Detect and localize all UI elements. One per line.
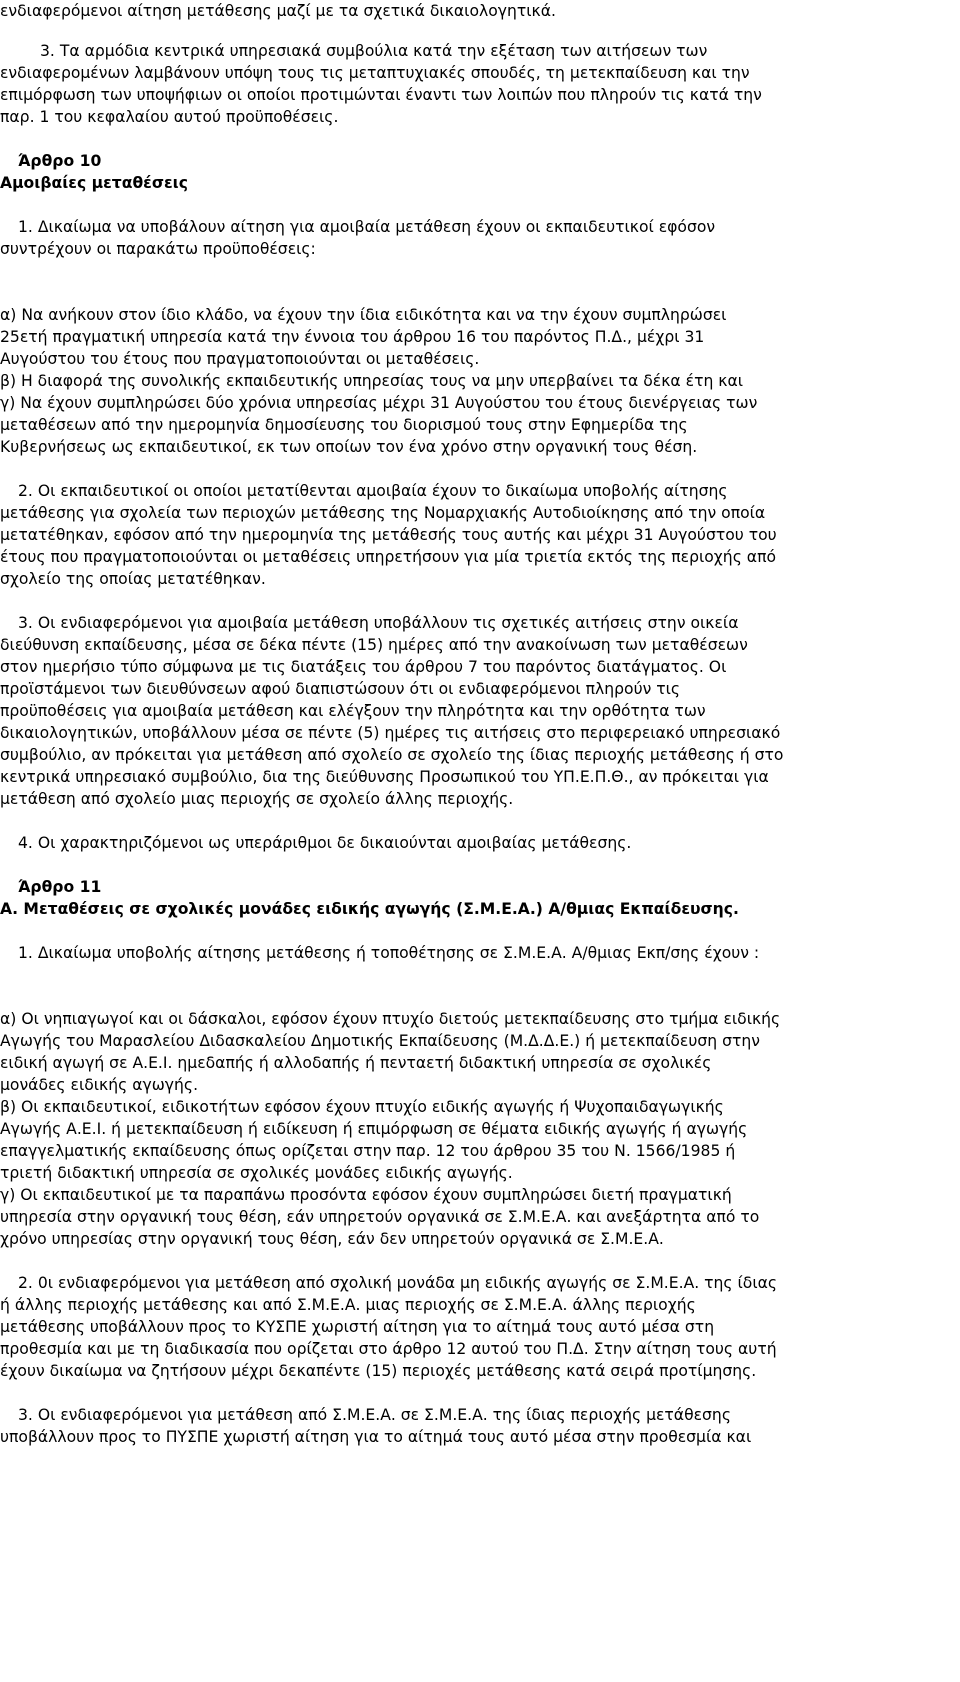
text-line: μετάθεσης για σχολεία των περιοχών μετάθεσης της Νομαρχιακής Αυτοδιοίκησης από την οποία bbox=[0, 504, 766, 522]
text-line: χρόνο υπηρεσίας στην οργανική τους θέση, εάν δεν υπηρετούν οργανικά σε Σ.Μ.Ε.Α. bbox=[0, 1230, 664, 1248]
text-line: μονάδες ειδικής αγωγής. bbox=[0, 1076, 199, 1094]
paragraph-line: 2. Οι εκπαιδευτικοί οι οποίοι μετατίθενται αμοιβαία έχουν το δικαίωμα υποβολής αίτησης bbox=[18, 482, 728, 500]
text-line: ειδική αγωγή σε Α.Ε.Ι. ημεδαπής ή αλλοδαπής ή πενταετή διδακτική υπηρεσία σε σχολικές bbox=[0, 1054, 712, 1072]
text-line: συντρέχουν οι παρακάτω προϋποθέσεις: bbox=[0, 240, 316, 258]
article-heading: Άρθρο 10 bbox=[18, 152, 102, 170]
text-line: γ) Να έχουν συμπληρώσει δύο χρόνια υπηρεσίας μέχρι 31 Αυγούστου του έτους διενέργειας των bbox=[0, 394, 758, 412]
text-line: προθεσμία και με τη διαδικασία που ορίζεται στο άρθρο 12 αυτού του Π.Δ. Στην αίτηση τους αυτή bbox=[0, 1340, 777, 1358]
text-line: προϊστάμενοι των διευθύνσεων αφού διαπιστώσουν ότι οι ενδιαφερόμενοι πληρούν τις bbox=[0, 680, 681, 698]
article-title: Αμοιβαίες μεταθέσεις bbox=[0, 174, 188, 192]
text-line: β) Οι εκπαιδευτικοί, ειδικοτήτων εφόσον έχουν πτυχίο ειδικής αγωγής ή Ψυχοπαιδαγωγικής bbox=[0, 1098, 724, 1116]
text-line: επιμόρφωση των υποψήφιων οι οποίοι προτιμώνται έναντι των λοιπών που πληρούν τις κατά την bbox=[0, 86, 762, 104]
text-line: μετάθεση από σχολείο μιας περιοχής σε σχολείο άλλης περιοχής. bbox=[0, 790, 514, 808]
text-line: σχολείο της οποίας μετατέθηκαν. bbox=[0, 570, 266, 588]
text-line: δικαιολογητικών, υποβάλλουν μέσα σε πέντε (5) ημέρες τις αιτήσεις στο περιφερειακό υπηρεσιακό bbox=[0, 724, 781, 742]
text-line: μεταθέσεων από την ημερομηνία δημοσίευσης του διορισμού τους στην Εφημερίδα της bbox=[0, 416, 688, 434]
text-line: Αγωγής του Μαρασλείου Διδασκαλείου Δημοτικής Εκπαίδευσης (Μ.Δ.Δ.Ε.) ή μετεκπαίδευση στην bbox=[0, 1032, 760, 1050]
paragraph-line: 4. Οι χαρακτηριζόμενοι ως υπεράριθμοι δε δικαιούνται αμοιβαίας μετάθεσης. bbox=[18, 834, 632, 852]
text-line: μετάθεσης υποβάλλουν προς το ΚΥΣΠΕ χωριστή αίτηση για το αίτημά τους αυτό μέσα στη bbox=[0, 1318, 715, 1336]
text-line: διεύθυνση εκπαίδευσης, μέσα σε δέκα πέντε (15) ημέρες από την ανακοίνωση των μεταθέσεων bbox=[0, 636, 748, 654]
text-line: ενδιαφερομένων λαμβάνουν υπόψη τους τις μεταπτυχιακές σπουδές, τη μετεκπαίδευση και την bbox=[0, 64, 750, 82]
text-line: υπηρεσία στην οργανική τους θέση, εάν υπηρετούν οργανικά σε Σ.Μ.Ε.Α. και ανεξάρτητα από το bbox=[0, 1208, 760, 1226]
text-line: Αυγούστου του έτους που πραγματοποιούνται οι μεταθέσεις. bbox=[0, 350, 480, 368]
text-line: Αγωγής Α.Ε.Ι. ή μετεκπαίδευση ή ειδίκευση ή επιμόρφωση σε θέματα ειδικής αγωγής ή αγωγής bbox=[0, 1120, 748, 1138]
paragraph-line: 3. Οι ενδιαφερόμενοι για μετάθεση από Σ.Μ.Ε.Α. σε Σ.Μ.Ε.Α. της ίδιας περιοχής μετάθεσης bbox=[18, 1406, 731, 1424]
text-line: επαγγελματικής εκπαίδευσης όπως ορίζεται στην παρ. 12 του άρθρου 35 του Ν. 1566/1985 ή bbox=[0, 1142, 736, 1160]
text-line: συμβούλιο, αν πρόκειται για μετάθεση από σχολείο σε σχολείο της ίδιας περιοχής μετάθεσης ή στο bbox=[0, 746, 784, 764]
text-line: Κυβερνήσεως ως εκπαιδευτικοί, εκ των οποίων τον ένα χρόνο στην οργανική τους θέση. bbox=[0, 438, 698, 456]
text-line: στον ημερήσιο τύπο σύμφωνα με τις διατάξεις του άρθρου 7 του παρόντος διατάγματος. Οι bbox=[0, 658, 727, 676]
text-line: έχουν δικαίωμα να ζητήσουν μέχρι δεκαπέντε (15) περιοχές μετάθεσης κατά σειρά προτίμησης. bbox=[0, 1362, 757, 1380]
text-line: α) Οι νηπιαγωγοί και οι δάσκαλοι, εφόσον έχουν πτυχίο διετούς μετεκπαίδευσης στο τμήμα ειδικής bbox=[0, 1010, 781, 1028]
text-line: ενδιαφερόμενοι αίτηση μετάθεσης μαζί με τα σχετικά δικαιολογητικά. bbox=[0, 2, 556, 20]
text-line: παρ. 1 του κεφαλαίου αυτού προϋποθέσεις. bbox=[0, 108, 339, 126]
text-line: έτους που πραγματοποιούνται οι μεταθέσεις υπηρετήσουν για μία τριετία εκτός της περιοχής από bbox=[0, 548, 777, 566]
paragraph-line: 3. Οι ενδιαφερόμενοι για αμοιβαία μετάθεση υποβάλλουν τις σχετικές αιτήσεις στην οικεία bbox=[18, 614, 739, 632]
article-title: Α. Μεταθέσεις σε σχολικές μονάδες ειδικής αγωγής (Σ.Μ.Ε.Α.) Α/θμιας Εκπαίδευσης. bbox=[0, 900, 739, 918]
paragraph-line: 2. 0ι ενδιαφερόμενοι για μετάθεση από σχολική μονάδα μη ειδικής αγωγής σε Σ.Μ.Ε.Α. της ίδιας bbox=[18, 1274, 778, 1292]
paragraph-line: 1. Δικαίωμα να υποβάλουν αίτηση για αμοιβαία μετάθεση έχουν οι εκπαιδευτικοί εφόσον bbox=[18, 218, 716, 236]
text-line: α) Να ανήκουν στον ίδιο κλάδο, να έχουν την ίδια ειδικότητα και να την έχουν συμπληρώσει bbox=[0, 306, 727, 324]
text-line: ή άλλης περιοχής μετάθεσης και από Σ.Μ.Ε.Α. μιας περιοχής σε Σ.Μ.Ε.Α. άλλης περιοχής bbox=[0, 1296, 696, 1314]
text-line: υποβάλλουν προς το ΠΥΣΠΕ χωριστή αίτηση για το αίτημά τους αυτό μέσα στην προθεσμία και bbox=[0, 1428, 752, 1446]
article-heading: Άρθρο 11 bbox=[18, 878, 102, 896]
text-line: προϋποθέσεις για αμοιβαία μετάθεση και ελέγξουν την πληρότητα και την ορθότητα των bbox=[0, 702, 706, 720]
text-line: γ) Οι εκπαιδευτικοί με τα παραπάνω προσόντα εφόσον έχουν συμπληρώσει διετή πραγματική bbox=[0, 1186, 732, 1204]
text-line: β) Η διαφορά της συνολικής εκπαιδευτικής υπηρεσίας τους να μην υπερβαίνει τα δέκα έτη και bbox=[0, 372, 744, 390]
paragraph-line: 1. Δικαίωμα υποβολής αίτησης μετάθεσης ή τοποθέτησης σε Σ.Μ.Ε.Α. Α/θμιας Εκπ/σης έχουν : bbox=[18, 944, 760, 962]
text-line: μετατέθηκαν, εφόσον από την ημερομηνία της μετάθεσής τους αυτής και μέχρι 31 Αυγούστου του bbox=[0, 526, 777, 544]
text-line: 25ετή πραγματική υπηρεσία κατά την έννοια του άρθρου 16 του παρόντος Π.Δ., μέχρι 31 bbox=[0, 328, 705, 346]
text-line: τριετή διδακτική υπηρεσία σε σχολικές μονάδες ειδικής αγωγής. bbox=[0, 1164, 513, 1182]
paragraph-line: 3. Τα αρμόδια κεντρικά υπηρεσιακά συμβούλια κατά την εξέταση των αιτήσεων των bbox=[40, 42, 708, 60]
text-line: κεντρικά υπηρεσιακό συμβούλιο, δια της διεύθυνσης Προσωπικού του ΥΠ.Ε.Π.Θ., αν πρόκειται για bbox=[0, 768, 769, 786]
